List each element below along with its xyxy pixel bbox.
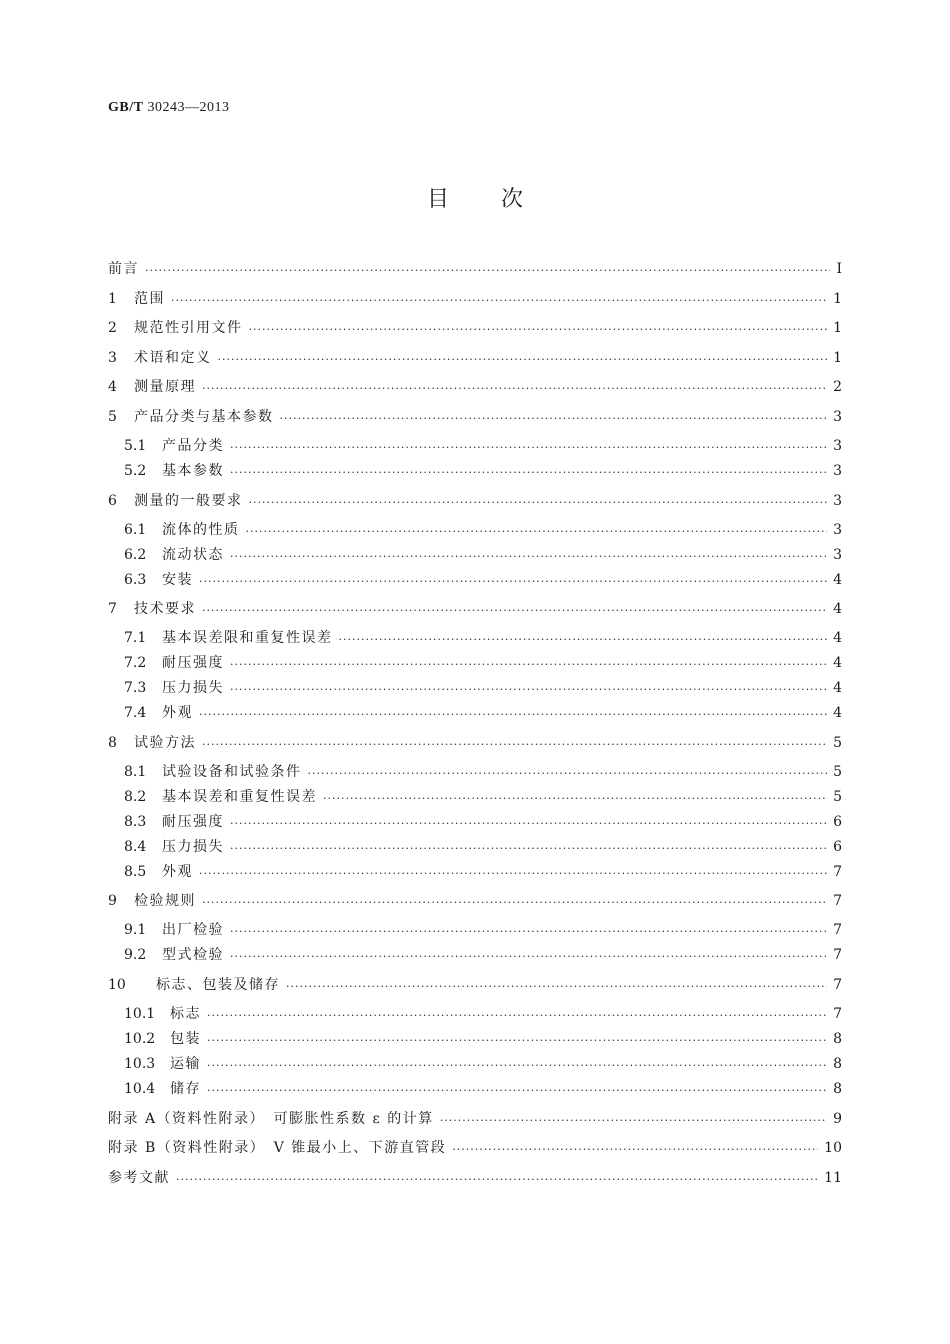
toc-entry-label: 标志、包装及储存: [156, 977, 280, 993]
toc-entry[interactable]: [124, 545, 842, 565]
dot-leader: [230, 657, 827, 673]
toc-entry-number: 8.4: [124, 839, 147, 855]
dot-leader: [246, 524, 828, 540]
toc-entry-number: 7: [108, 601, 117, 617]
toc-entry-label: 附录 A（资料性附录） 可膨胀性系数 ε 的计算: [108, 1111, 434, 1127]
dot-leader: [230, 924, 827, 940]
toc-entry-page: Ⅰ: [836, 261, 842, 277]
toc-entry-page: 8: [833, 1031, 842, 1047]
toc-entry-number: 9.1: [124, 922, 147, 938]
toc-entry-number: 10.2: [124, 1031, 156, 1047]
toc-entry-page: 3: [833, 547, 842, 563]
toc-entry-number: 6.3: [124, 572, 147, 588]
toc-entry-label: 外观: [162, 864, 193, 880]
toc-entry[interactable]: [108, 1168, 842, 1188]
toc-entry-number: 8.3: [124, 814, 147, 830]
toc-entry-number: 8.2: [124, 789, 147, 805]
page-title: [0, 182, 950, 213]
dot-leader: [199, 574, 827, 590]
toc-entry-page: 7: [833, 864, 842, 880]
dot-leader: [145, 263, 830, 279]
toc-entry-page: 7: [833, 947, 842, 963]
toc-entry-label: 储存: [170, 1081, 201, 1097]
toc-entry[interactable]: [108, 259, 842, 279]
toc-entry[interactable]: [124, 570, 842, 590]
toc-entry-page: 3: [833, 522, 842, 538]
toc-entry[interactable]: [124, 1079, 842, 1099]
toc-entry-label: 试验方法: [134, 735, 196, 751]
toc-entry-page: 1: [833, 350, 842, 366]
dot-leader: [323, 791, 827, 807]
dot-leader: [286, 979, 827, 995]
toc-entry-label: 压力损失: [162, 680, 224, 696]
dot-leader: [176, 1172, 818, 1188]
toc-entry-number: 5.2: [124, 463, 147, 479]
toc-entry-label: 耐压强度: [162, 655, 224, 671]
dot-leader: [452, 1142, 818, 1158]
toc-entry-page: 4: [833, 655, 842, 671]
toc-entry-page: 3: [833, 493, 842, 509]
toc-entry[interactable]: [108, 1138, 842, 1158]
title-char-1: 目: [426, 187, 449, 212]
toc-entry-page: 7: [833, 893, 842, 909]
toc-entry-label: 基本误差限和重复性误差: [162, 630, 333, 646]
toc-entry-number: 8: [108, 735, 117, 751]
toc-entry-number: 7.1: [124, 630, 147, 646]
toc-entry-label: 包装: [170, 1031, 201, 1047]
toc-entry[interactable]: [124, 862, 842, 882]
toc-entry-number: 8.5: [124, 864, 147, 880]
toc-entry-page: 1: [833, 320, 842, 336]
toc-entry-page: 8: [833, 1081, 842, 1097]
standard-number: 30243—2013: [147, 100, 230, 115]
toc-entry-page: 1: [833, 291, 842, 307]
title-char-2: 次: [501, 187, 524, 212]
toc-entry-number: 8.1: [124, 764, 147, 780]
toc-entry-page: 8: [833, 1056, 842, 1072]
dot-leader: [339, 632, 828, 648]
toc-entry-label: 型式检验: [162, 947, 224, 963]
toc-entry[interactable]: [124, 703, 842, 723]
dot-leader: [249, 495, 828, 511]
toc-entry-label: 耐压强度: [162, 814, 224, 830]
toc-entry[interactable]: [124, 461, 842, 481]
toc-entry-label: 基本误差和重复性误差: [162, 789, 317, 805]
dot-leader: [230, 549, 827, 565]
toc-entry[interactable]: [108, 348, 842, 368]
toc-entry-page: 10: [824, 1140, 842, 1156]
dot-leader: [207, 1058, 827, 1074]
toc-entry-page: 5: [833, 764, 842, 780]
dot-leader: [230, 682, 827, 698]
toc-entry[interactable]: [108, 733, 842, 753]
dot-leader: [202, 603, 827, 619]
dot-leader: [249, 322, 828, 338]
dot-leader: [199, 707, 827, 723]
dot-leader: [440, 1113, 827, 1129]
dot-leader: [207, 1033, 827, 1049]
toc-entry-page: 4: [833, 680, 842, 696]
toc-entry-number: 6.1: [124, 522, 147, 538]
toc-entry-label: 压力损失: [162, 839, 224, 855]
dot-leader: [202, 895, 827, 911]
toc-entry-number: 4: [108, 379, 117, 395]
toc-entry-number: 7.4: [124, 705, 147, 721]
toc-entry-number: 6: [108, 493, 117, 509]
toc-entry-number: 10.1: [124, 1006, 156, 1022]
dot-leader: [207, 1008, 827, 1024]
dot-leader: [230, 949, 827, 965]
toc-entry-number: 7.2: [124, 655, 147, 671]
toc-entry-label: 检验规则: [134, 893, 196, 909]
toc-entry-label: 规范性引用文件: [134, 320, 243, 336]
toc-entry-number: 10: [108, 977, 126, 993]
dot-leader: [230, 841, 827, 857]
toc-entry-number: 10.3: [124, 1056, 156, 1072]
toc-entry[interactable]: [108, 407, 842, 427]
toc-entry[interactable]: [124, 920, 842, 940]
toc-entry[interactable]: [108, 377, 842, 397]
dot-leader: [230, 816, 827, 832]
toc-entry-label: 标志: [170, 1006, 201, 1022]
toc-entry[interactable]: [108, 491, 842, 511]
toc-entry[interactable]: [124, 762, 842, 782]
toc-entry-label: 附录 B（资料性附录） V 锥最小上、下游直管段: [108, 1140, 447, 1156]
toc-entry-page: 7: [833, 922, 842, 938]
toc-entry-label: 产品分类: [162, 438, 224, 454]
toc-entry-number: 1: [108, 291, 117, 307]
toc-entry-label: 基本参数: [162, 463, 224, 479]
dot-leader: [280, 411, 828, 427]
toc-entry-label: 运输: [170, 1056, 201, 1072]
toc-entry[interactable]: [124, 837, 842, 857]
dot-leader: [218, 352, 828, 368]
toc-entry-page: 11: [824, 1170, 842, 1186]
toc-entry-number: 7.3: [124, 680, 147, 696]
toc-entry[interactable]: [108, 318, 842, 338]
toc-entry-number: 3: [108, 350, 117, 366]
toc-entry[interactable]: [124, 520, 842, 540]
toc-entry[interactable]: [108, 891, 842, 911]
toc-entry-label: 技术要求: [134, 601, 196, 617]
toc-entry-page: 6: [833, 814, 842, 830]
toc-entry-page: 4: [833, 601, 842, 617]
toc-entry-label: 测量原理: [134, 379, 196, 395]
toc-entry-page: 5: [833, 735, 842, 751]
toc-entry-page: 4: [833, 572, 842, 588]
toc-entry-label: 产品分类与基本参数: [134, 409, 274, 425]
toc-entry-number: 5.1: [124, 438, 147, 454]
toc-entry-page: 4: [833, 705, 842, 721]
dot-leader: [230, 440, 827, 456]
standard-prefix: GB/T: [108, 100, 144, 115]
toc-entry-number: 9.2: [124, 947, 147, 963]
dot-leader: [202, 737, 827, 753]
toc-entry[interactable]: [124, 678, 842, 698]
dot-leader: [199, 866, 827, 882]
dot-leader: [308, 766, 828, 782]
toc-entry-number: 5: [108, 409, 117, 425]
toc-entry-number: 9: [108, 893, 117, 909]
toc-entry[interactable]: [124, 787, 842, 807]
toc-entry-number: 6.2: [124, 547, 147, 563]
toc-entry-page: 7: [833, 1006, 842, 1022]
toc-entry-label: 前言: [108, 261, 139, 277]
toc-entry[interactable]: [124, 1004, 842, 1024]
toc-entry-page: 3: [833, 409, 842, 425]
toc-entry[interactable]: [108, 975, 842, 995]
toc-entry-page: 3: [833, 463, 842, 479]
toc-entry[interactable]: [124, 653, 842, 673]
toc-entry-page: 4: [833, 630, 842, 646]
toc-entry[interactable]: [108, 599, 842, 619]
dot-leader: [202, 381, 827, 397]
toc-entry[interactable]: [124, 628, 842, 648]
toc-entry[interactable]: [124, 436, 842, 456]
toc-entry-page: 7: [833, 977, 842, 993]
toc-entry-page: 9: [833, 1111, 842, 1127]
dot-leader: [207, 1083, 827, 1099]
toc-entry-label: 出厂检验: [162, 922, 224, 938]
toc-entry-number: 2: [108, 320, 117, 336]
toc-entry-label: 外观: [162, 705, 193, 721]
toc-entry-page: 3: [833, 438, 842, 454]
dot-leader: [171, 293, 827, 309]
toc-entry[interactable]: [124, 945, 842, 965]
toc-entry-page: 2: [833, 379, 842, 395]
toc-entry[interactable]: [124, 1054, 842, 1074]
toc-entry-label: 流体的性质: [162, 522, 240, 538]
toc-entry[interactable]: [108, 289, 842, 309]
toc-entry[interactable]: [124, 1029, 842, 1049]
toc-entry-label: 流动状态: [162, 547, 224, 563]
toc-entry-label: 测量的一般要求: [134, 493, 243, 509]
toc-entry-label: 范围: [134, 291, 165, 307]
toc-entry-page: 6: [833, 839, 842, 855]
toc-entry-label: 试验设备和试验条件: [162, 764, 302, 780]
toc-entry-label: 参考文献: [108, 1170, 170, 1186]
standard-code: [108, 100, 229, 116]
toc-entry[interactable]: [124, 812, 842, 832]
toc-entry[interactable]: [108, 1109, 842, 1129]
toc-entry-page: 5: [833, 789, 842, 805]
toc-entry-label: 安装: [162, 572, 193, 588]
toc-entry-number: 10.4: [124, 1081, 156, 1097]
toc-entry-label: 术语和定义: [134, 350, 212, 366]
dot-leader: [230, 465, 827, 481]
